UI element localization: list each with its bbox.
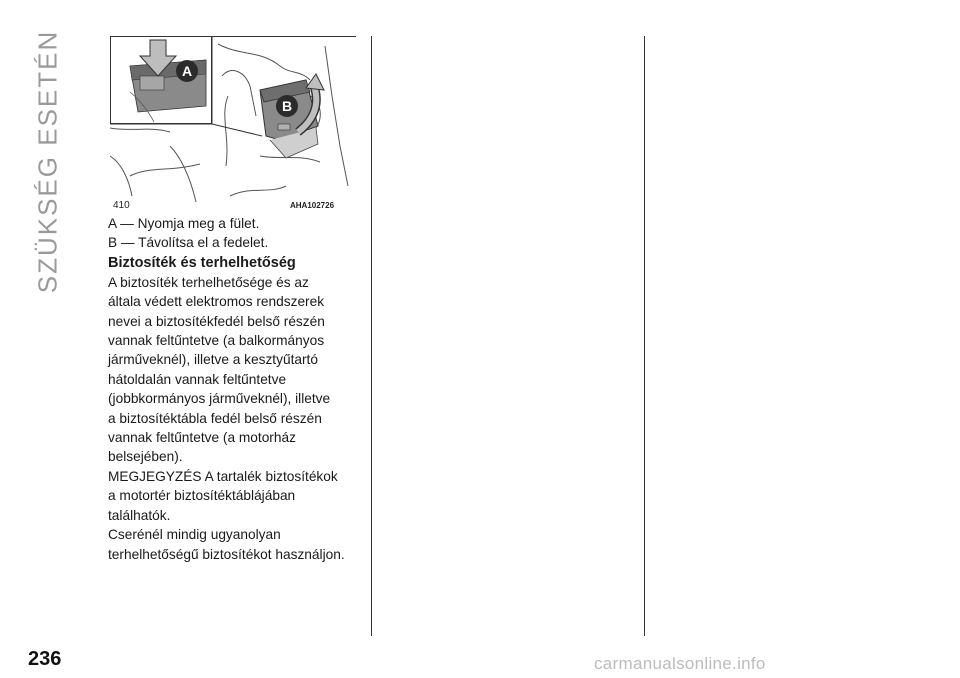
label-a-badge [176,60,198,82]
body-line: Cserénél mindig ugyanolyan [108,527,281,543]
label-b: B [281,98,293,114]
body-line: járműveknél), illetve a kesztyűtartó [108,352,318,368]
body-line: vannak feltűntetve (a motorház [108,430,296,446]
note-line: MEGJEGYZÉS A tartalék biztosítékok [108,468,338,484]
label-b-badge [276,95,298,117]
body-line: A biztosíték terhelhetősége és az [108,274,309,290]
note-line: a motortér biztosítéktáblájában [108,488,296,504]
body-line: belsejében). [108,449,183,465]
body-line: terhelhetőségű biztosítékot használjon. [108,546,345,562]
body-line: (jobbkormányos járműveknél), illetve [108,391,331,407]
main-text [108,214,363,564]
figure-code: AHA102726 [290,201,335,210]
body-line: nevei a biztosítékfedél belső részén [108,313,325,329]
body-line: a biztosítéktábla fedél belső részén [108,410,322,426]
section-title-text: SZÜKSÉG ESETÉN [32,29,63,293]
column-divider-right [644,36,645,636]
note-line: találhatók. [108,507,171,523]
illustration-svg [110,36,356,202]
watermark: carmanualsonline.info [594,654,766,673]
body-line: vannak feltűntetve (a balkormányos [108,333,325,349]
section-title [18,29,78,293]
figure-number: 410 [113,200,130,211]
section-heading: Biztosíték és terhelhetőség [108,254,296,271]
body-line: általa védett elektromos rendszerek [108,294,325,310]
page-number: 236 [28,648,62,670]
caption-a: A — Nyomja meg a fület. [108,216,260,231]
fuse-cover-illustration [110,36,356,202]
caption-b: B — Távolítsa el a fedelet. [108,235,269,251]
column-divider-left [371,36,372,636]
label-a: A [181,63,193,79]
body-line: hátoldalán vannak feltűntetve [108,371,287,387]
